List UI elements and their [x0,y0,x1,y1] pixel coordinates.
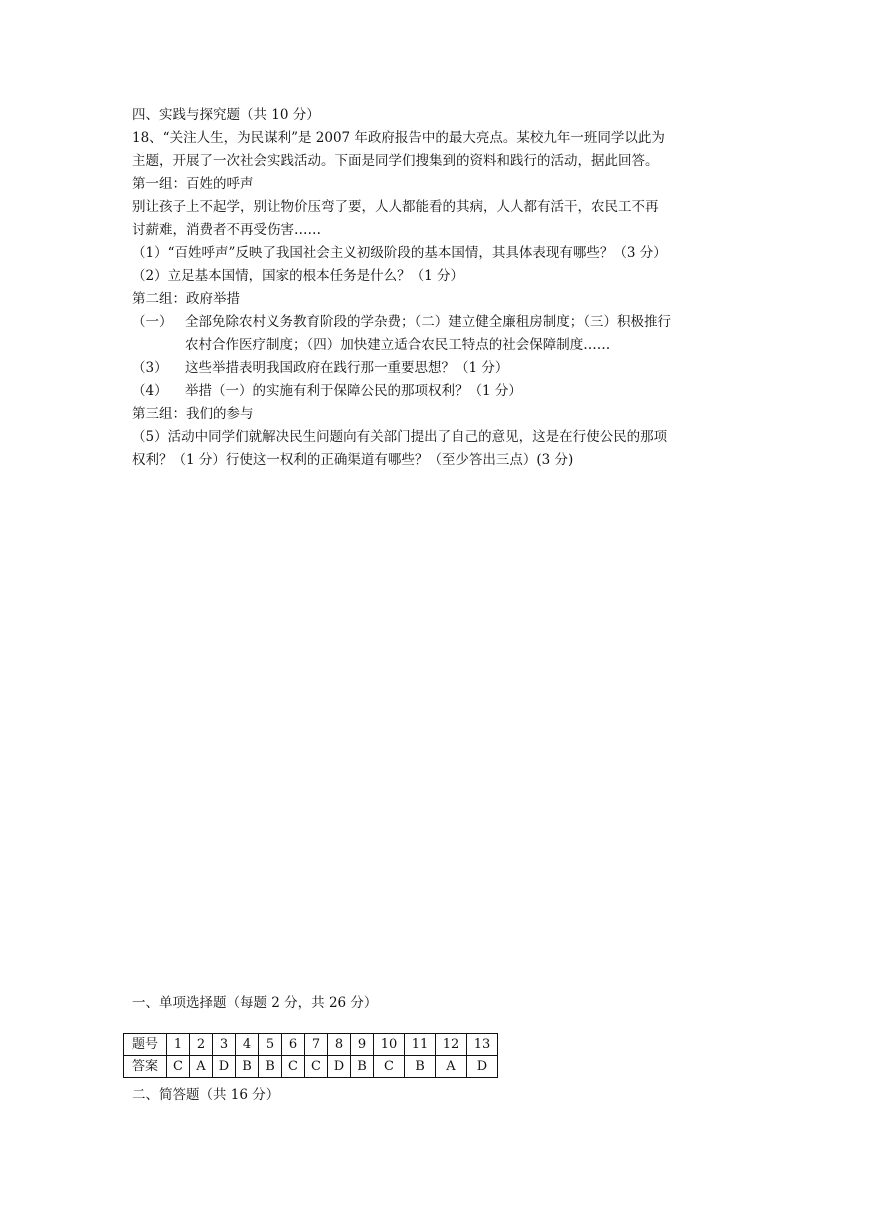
measures-line-1: 全部免除农村义务教育阶段的学杂费；（二）建立健全廉租房制度；（三）积极推行 [185,314,671,330]
table-cell: 7 [305,1034,328,1056]
question-18-line-1: 18、“关注人生，为民谋利”是 2007 年政府报告中的最大亮点。某校九年一班同学以此为 [132,130,665,146]
table-cell: C [282,1056,305,1078]
table-cell: A [436,1056,467,1078]
measure-1-label: （一） [132,314,173,330]
answer-table-answer-row [124,1056,498,1078]
question-3-label: （3） [132,360,168,376]
answer-section-2-title: 二、简答题（共 16 分） [132,1087,280,1103]
group-1-title: 第一组：百姓的呼声 [132,176,254,192]
table-cell: A [190,1056,213,1078]
answer-section-1-title: 一、单项选择题（每题 2 分，共 26 分） [132,995,378,1011]
table-cell: C [305,1056,328,1078]
table-cell: 11 [405,1034,436,1056]
question-5-line-1: （5）活动中同学们就解决民生问题向有关部门提出了自己的意见，这是在行使公民的那项 [132,429,668,445]
table-cell: D [328,1056,351,1078]
table-cell: 5 [259,1034,282,1056]
section-4-title: 四、实践与探究题（共 10 分） [132,107,320,123]
measures-line-2: 农村合作医疗制度；（四）加快建立适合农民工特点的社会保障制度…… [185,337,611,353]
table-cell: 1 [167,1034,190,1056]
table-cell: 4 [236,1034,259,1056]
question-1: （1）“百姓呼声”反映了我国社会主义初级阶段的基本国情，其具体表现有哪些？（3 分） [132,245,667,261]
group-1-text-line-1: 别让孩子上不起学，别让物价压弯了要，人人都能看的其病，人人都有活干，农民工不再 [132,199,659,215]
table-cell: 3 [213,1034,236,1056]
table-cell: 6 [282,1034,305,1056]
answer-table-number-row [124,1034,498,1056]
table-cell: D [213,1056,236,1078]
group-2-title: 第二组：政府举措 [132,291,240,307]
table-cell: B [236,1056,259,1078]
table-cell: 9 [351,1034,374,1056]
table-cell: 12 [436,1034,467,1056]
table-header-number: 题号 [124,1034,167,1056]
question-4: 举措（一）的实施有利于保障公民的那项权利？（1 分） [185,383,522,399]
question-2: （2）立足基本国情，国家的根本任务是什么？（1 分） [132,268,464,284]
question-3: 这些举措表明我国政府在践行那一重要思想？（1 分） [185,360,509,376]
question-4-label: （4） [132,383,168,399]
table-cell: D [467,1056,498,1078]
table-cell: C [167,1056,190,1078]
table-cell: B [405,1056,436,1078]
table-cell: 13 [467,1034,498,1056]
group-3-title: 第三组：我们的参与 [132,406,254,422]
question-18-line-2: 主题，开展了一次社会实践活动。下面是同学们搜集到的资料和践行的活动，据此回答。 [132,153,659,169]
table-cell: 2 [190,1034,213,1056]
table-cell: B [351,1056,374,1078]
table-cell: 8 [328,1034,351,1056]
table-cell: B [259,1056,282,1078]
question-5-line-2: 权利？（1 分）行使这一权利的正确渠道有哪些？（至少答出三点）(3 分) [132,452,574,468]
answer-table [123,1033,498,1078]
table-header-answer: 答案 [124,1056,167,1078]
table-cell: C [374,1056,405,1078]
table-cell: 10 [374,1034,405,1056]
group-1-text-line-2: 讨薪难，消费者不再受伤害…… [132,222,321,238]
